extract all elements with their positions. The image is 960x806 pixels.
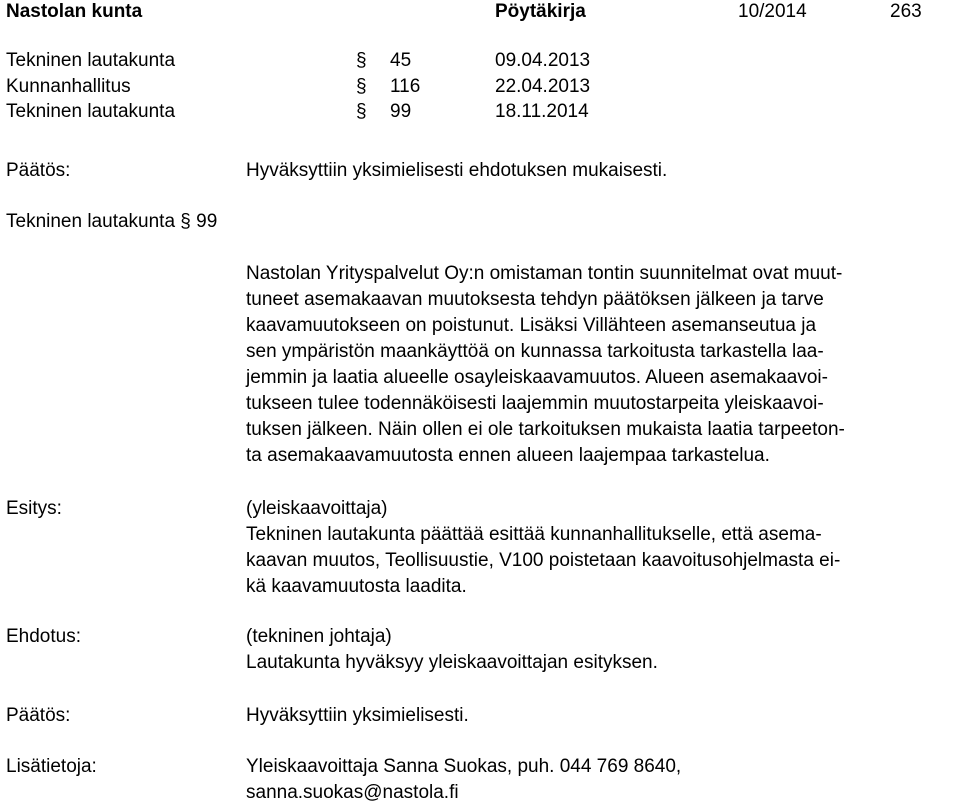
paatos-text: Hyväksyttiin yksimielisesti.	[246, 705, 469, 726]
esitys-label: Esitys:	[6, 498, 62, 519]
esitys-line: kä kaavamuutosta laadita.	[246, 576, 467, 597]
history-section: 116	[390, 76, 421, 97]
history-section: 45	[390, 50, 412, 71]
paragraph-line: ta asemakaavamuutosta ennen alueen laajempaa tarkastelua.	[246, 445, 770, 466]
history-date: 22.04.2013	[495, 76, 591, 97]
section-symbol: §	[180, 211, 191, 232]
paragraph-line: Nastolan Yrityspalvelut Oy:n omistaman tontin suunnitelmat ovat muut-	[246, 263, 843, 284]
current-heading	[6, 209, 217, 235]
section-symbol: §	[356, 50, 367, 71]
esitys-section	[246, 496, 840, 600]
history-date: 09.04.2013	[495, 50, 591, 71]
ehdotus-presenter: (tekninen johtaja)	[246, 626, 392, 647]
municipality-name: Nastolan kunta	[6, 1, 143, 22]
esitys-line: Tekninen lautakunta päättää esittää kunnanhallitukselle, että asema-	[246, 524, 822, 545]
ehdotus-section	[246, 624, 658, 676]
history-body: Tekninen lautakunta	[6, 101, 176, 122]
paragraph-line: jemmin ja laatia alueelle osayleiskaavamuutos. Alueen asemakaavoi-	[246, 367, 828, 388]
esitys-line: kaavan muutos, Teollisuustie, V100 poistetaan kaavoitusohjelmasta ei-	[246, 550, 841, 571]
section-symbol: §	[356, 101, 367, 122]
paragraph-line: kaavamuutokseen on poistunut. Lisäksi Villähteen asemanseutua ja	[246, 315, 817, 336]
page-number: 263	[890, 1, 922, 22]
previous-decision-text: Hyväksyttiin yksimielisesti ehdotuksen mukaisesti.	[246, 160, 668, 181]
document-type: Pöytäkirja	[495, 1, 586, 22]
body-paragraph	[246, 261, 845, 469]
ehdotus-label: Ehdotus:	[6, 626, 81, 647]
contact-line: Yleiskaavoittaja Sanna Suokas, puh. 044 769 8640,	[246, 756, 682, 777]
heading-section: 99	[196, 211, 218, 232]
section-symbol: §	[356, 76, 367, 97]
heading-body: Tekninen lautakunta	[6, 211, 176, 232]
ehdotus-text: Lautakunta hyväksyy yleiskaavoittajan esityksen.	[246, 652, 658, 673]
history-section: 99	[390, 101, 412, 122]
history-body: Tekninen lautakunta	[6, 50, 176, 71]
paatos-label: Päätös:	[6, 705, 71, 726]
document-number: 10/2014	[738, 1, 807, 22]
history-body: Kunnanhallitus	[6, 76, 131, 97]
lisatietoja-section	[246, 754, 681, 806]
paragraph-line: tuneet asemakaavan muutoksesta tehdyn päätöksen jälkeen ja tarve	[246, 289, 824, 310]
lisatietoja-label: Lisätietoja:	[6, 756, 97, 777]
history-date: 18.11.2014	[495, 101, 589, 122]
paragraph-line: tuksen jälkeen. Näin ollen ei ole tarkoituksen mukaista laatia tarpeeton-	[246, 419, 845, 440]
previous-decision-label: Päätös:	[6, 160, 71, 181]
contact-email[interactable]: sanna.suokas@nastola.fi	[246, 782, 459, 803]
paragraph-line: tukseen tulee todennäköisesti laajemmin muutostarpeita yleiskaavoi-	[246, 393, 824, 414]
paragraph-line: sen ympäristön maankäyttöä on kunnassa tarkoitusta tarkastella laa-	[246, 341, 824, 362]
esitys-presenter: (yleiskaavoittaja)	[246, 498, 388, 519]
